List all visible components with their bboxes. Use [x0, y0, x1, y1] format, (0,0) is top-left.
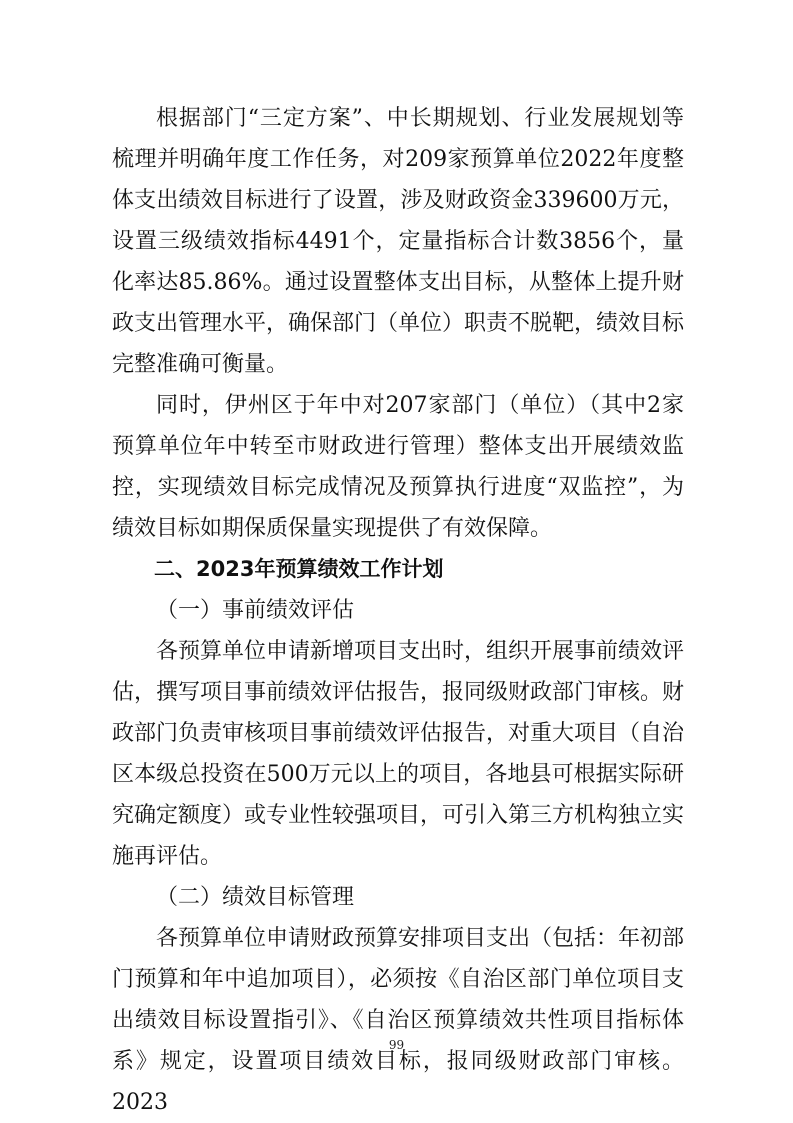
paragraph-monitoring: 同时，伊州区于年中对207家部门（单位）（其中2家预算单位年中转至市财政进行管理）整体支出开展绩效监控，实现绩效目标完成情况及预算执行进度“双监控”，为绩效目标如期保质保量实现提供了有效保障。: [112, 393, 684, 541]
page-number: 99: [388, 1038, 405, 1052]
section-heading-2023-plan: 二、2023年预算绩效工作计划: [154, 557, 444, 581]
paragraph-target-management: 各预算单位申请财政预算安排项目支出（包括：年初部门预算和年中追加项目），必须按《自治区部门单位项目支出绩效目标设置指引》、《自治区预算绩效共性项目指标体系》规定，设置项目绩效目标，报同级财政部门审核。2023: [112, 926, 685, 1115]
subheading-pre-evaluation: （一）事前绩效评估: [156, 598, 355, 623]
subheading-target-management: （二）绩效目标管理: [156, 885, 355, 910]
paragraph-pre-evaluation: 各预算单位申请新增项目支出时，组织开展事前绩效评估，撰写项目事前绩效评估报告，报同级财政部门审核。财政部门负责审核项目事前绩效评估报告，对重大项目（自治区本级总投资在500万元以上的项目，各地县可根据实际研究确定额度）或专业性较强项目，可引入第三方机构独立实施再评估。: [112, 639, 685, 869]
document-body: [112, 98, 684, 1123]
paragraph-target-setting: 根据部门“三定方案”、中长期规划、行业发展规划等梳理并明确年度工作任务，对209家预算单位2022年度整体支出绩效目标进行了设置，涉及财政资金339600万元，设置三级绩效指标4491个，定量指标合计数3856个，量化率达85.86%。通过设置整体支出目标，从整体上提升财政支出管理水平，确保部门（单位）职责不脱靶，绩效目标完整准确可衡量。: [112, 106, 685, 377]
